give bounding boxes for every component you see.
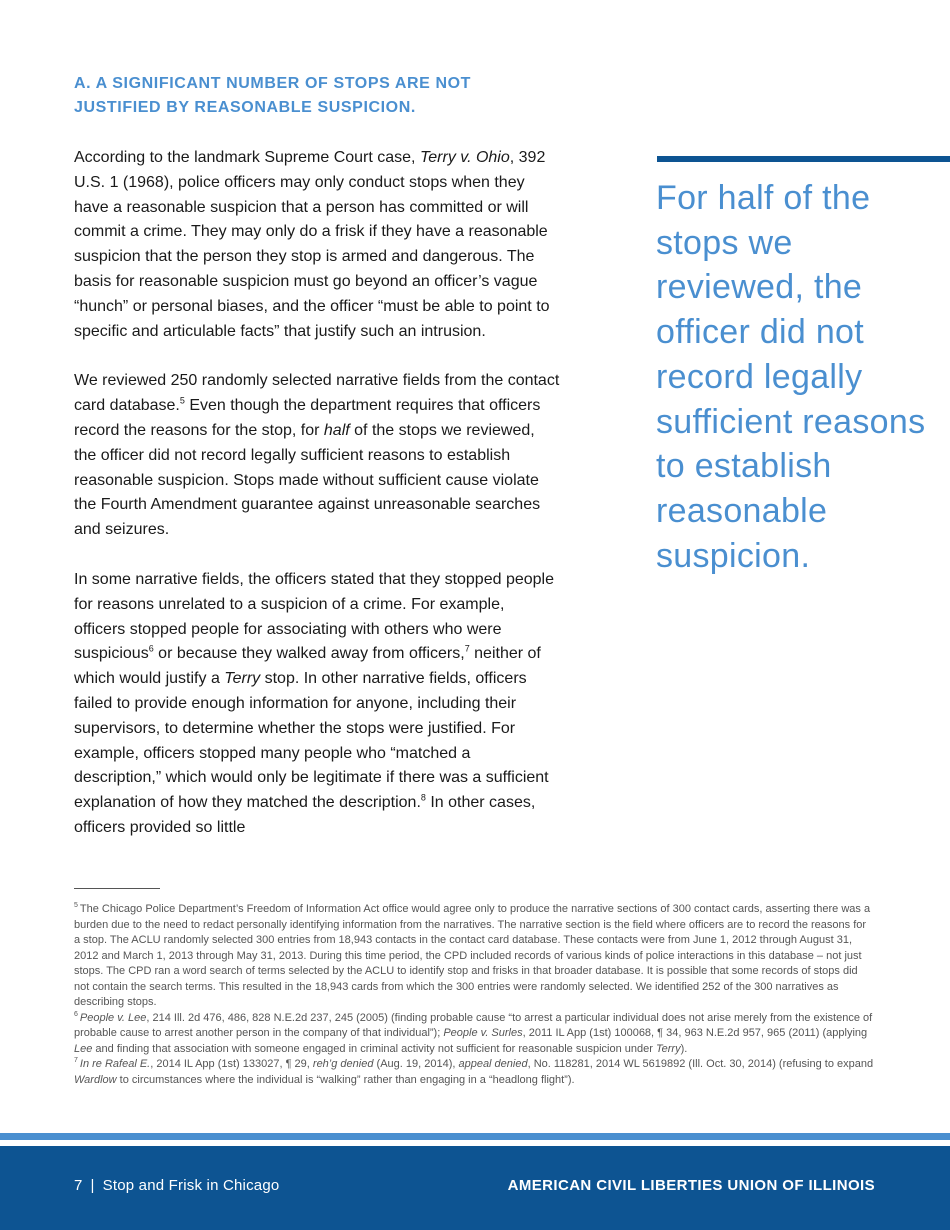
body-column bbox=[74, 146, 560, 841]
p3-text-d: stop. In other narrative fields, officers failed to provide enough information for anyone, including their supervisors, to determine whether the stops were justified. For example, officers stopped many people who “matched a description,” which would only be legitimate if there was a sufficient explanation of how they matched the description. bbox=[74, 670, 549, 812]
footnote-7-text-a: , 2014 IL App (1st) 133027, ¶ 29, bbox=[150, 1058, 313, 1070]
footnote-6 bbox=[74, 1011, 874, 1058]
case-name-people-v-surles: People v. Surles bbox=[443, 1027, 523, 1039]
p1-text-a: According to the landmark Supreme Court case, bbox=[74, 149, 420, 166]
case-name-people-v-lee: People v. Lee bbox=[79, 1011, 147, 1024]
footnote-6-number: 6 bbox=[74, 1010, 78, 1018]
case-name-terry: Terry bbox=[224, 670, 261, 688]
footnote-7-text-d: to circumstances where the individual is “walking” rather than engaging in a “headlong flight”). bbox=[116, 1073, 575, 1086]
p2-text-b: Even though the department requires that officers record the reasons for the stop, for bbox=[74, 397, 541, 439]
footnote-ref-7[interactable]: 7 bbox=[464, 644, 470, 655]
emphasis-half: half bbox=[323, 421, 350, 439]
case-name-terry-fn6: Terry bbox=[655, 1042, 681, 1055]
page-number: 7 bbox=[74, 1177, 83, 1194]
footnote-6-text-a: , 214 Ill. 2d 476, 486, 828 N.E.2d 237, 245 (2005) (finding probable cause “to arrest a particular individual does not arise merely from the existence of probable cause to arrest another person in the company of that individual”); bbox=[74, 1011, 873, 1039]
footnote-7-appeal-denied: appeal denied bbox=[458, 1058, 528, 1070]
footnote-divider bbox=[74, 888, 160, 889]
pullquote: For half of the stops we reviewed, the officer did not record legally sufficient reasons to establish reasonable suspicion. bbox=[656, 179, 926, 575]
footnote-6-text-b: , 2011 IL App (1st) 100068, ¶ 34, 963 N.E.2d 957, 965 (2011) (applying bbox=[522, 1027, 868, 1039]
paragraph-1 bbox=[74, 146, 560, 344]
p1-text-b: , 392 U.S. 1 (1968), police officers may only conduct stops when they have a reasonable suspicion that a person has committed or will commit a crime. They may only do a frisk if they have a reasonable suspicion that the person they stop is armed and dangerous. The basis for reasonable suspicion must go beyond an officer’s vague “hunch” or personal biases, and the officer “must be able to point to specific and articulable facts” that justify such an intrusion. bbox=[74, 149, 550, 340]
case-name-in-re-rafeal-e: In re Rafeal E. bbox=[79, 1058, 151, 1070]
p3-text-c: neither of which would justify a bbox=[74, 645, 541, 688]
p2-text-c: of the stops we reviewed, the officer did not record legally sufficient reasons to establish reasonable suspicion. Stops made without sufficient cause violate the Fourth Amendment guarantee against unreasonable searches and seizures. bbox=[74, 421, 541, 539]
section-heading-line1: A. A SIGNIFICANT NUMBER OF STOPS ARE NOT bbox=[74, 75, 472, 92]
report-title: Stop and Frisk in Chicago bbox=[102, 1177, 280, 1194]
footnote-7-text-b: (Aug. 19, 2014), bbox=[373, 1058, 459, 1070]
footnote-6-text-d: ). bbox=[680, 1042, 688, 1055]
footnote-5-number: 5 bbox=[74, 902, 78, 910]
footer-page-info bbox=[74, 1177, 279, 1194]
pullquote-rule bbox=[657, 156, 950, 162]
footnotes bbox=[74, 902, 874, 1088]
footer-separator: | bbox=[90, 1177, 95, 1194]
p2-text-a: We reviewed 250 randomly selected narrative fields from the contact card database. bbox=[74, 372, 560, 415]
footnote-7-text-c: , No. 118281, 2014 WL 5619892 (Ill. Oct. 30, 2014) (refusing to expand bbox=[527, 1058, 874, 1070]
paragraph-2 bbox=[74, 369, 560, 543]
footnote-7 bbox=[74, 1057, 874, 1088]
organization-name: AMERICAN CIVIL LIBERTIES UNION OF ILLINOIS bbox=[507, 1177, 875, 1194]
case-name-lee: Lee bbox=[74, 1042, 93, 1055]
footnote-5-text: The Chicago Police Department’s Freedom of Information Act office would agree only to produce the narrative sections of 300 contact cards, asserting there was a burden due to the need to redact personally identifying information from the narratives. The narrative section is the field where officers are to record the reasons for a stop. The ACLU randomly selected 300 entries from 18,943 contacts in the contact card database. These contacts were from June 1, 2012 through August 31, 2012 and March 1, 2013 through May 31, 2013. During this time period, the CPD included records of various kinds of police interactions in this database – not just stops. The CPD ran a word search of terms selected by the ACLU to identify stop and frisks in that broader database. It is possible that some records of stops did not contain the search terms. This resulted in the 18,943 cards from which the 300 entries were randomly selected. We identified 252 of the 300 narratives as describing stops. bbox=[74, 903, 871, 1008]
footnote-7-rehg-denied: reh’g denied bbox=[312, 1058, 374, 1070]
p3-text-e: In other cases, officers provided so little bbox=[74, 794, 536, 836]
footnote-ref-6[interactable]: 6 bbox=[148, 644, 154, 655]
section-heading-line2: JUSTIFIED BY REASONABLE SUSPICION. bbox=[74, 99, 416, 116]
footnote-ref-5[interactable]: 5 bbox=[179, 395, 185, 406]
paragraph-3 bbox=[74, 568, 560, 841]
case-name-terry-v-ohio: Terry v. Ohio bbox=[419, 149, 510, 166]
footnote-7-number: 7 bbox=[74, 1057, 78, 1065]
p3-text-b: or because they walked away from officers, bbox=[153, 645, 465, 663]
footer-accent-stripe bbox=[0, 1133, 950, 1140]
case-name-wardlow: Wardlow bbox=[74, 1073, 117, 1086]
footnote-5 bbox=[74, 902, 874, 1011]
footnote-6-text-c: and finding that association with someone engaged in criminal activity not sufficient for reasonable suspicion under bbox=[92, 1042, 656, 1055]
footnote-ref-8[interactable]: 8 bbox=[420, 792, 426, 803]
p3-text-a: In some narrative fields, the officers stated that they stopped people for reasons unrelated to a suspicion of a crime. For example, officers stopped people for associating with others who were suspicious bbox=[74, 570, 554, 663]
section-heading bbox=[74, 72, 544, 120]
